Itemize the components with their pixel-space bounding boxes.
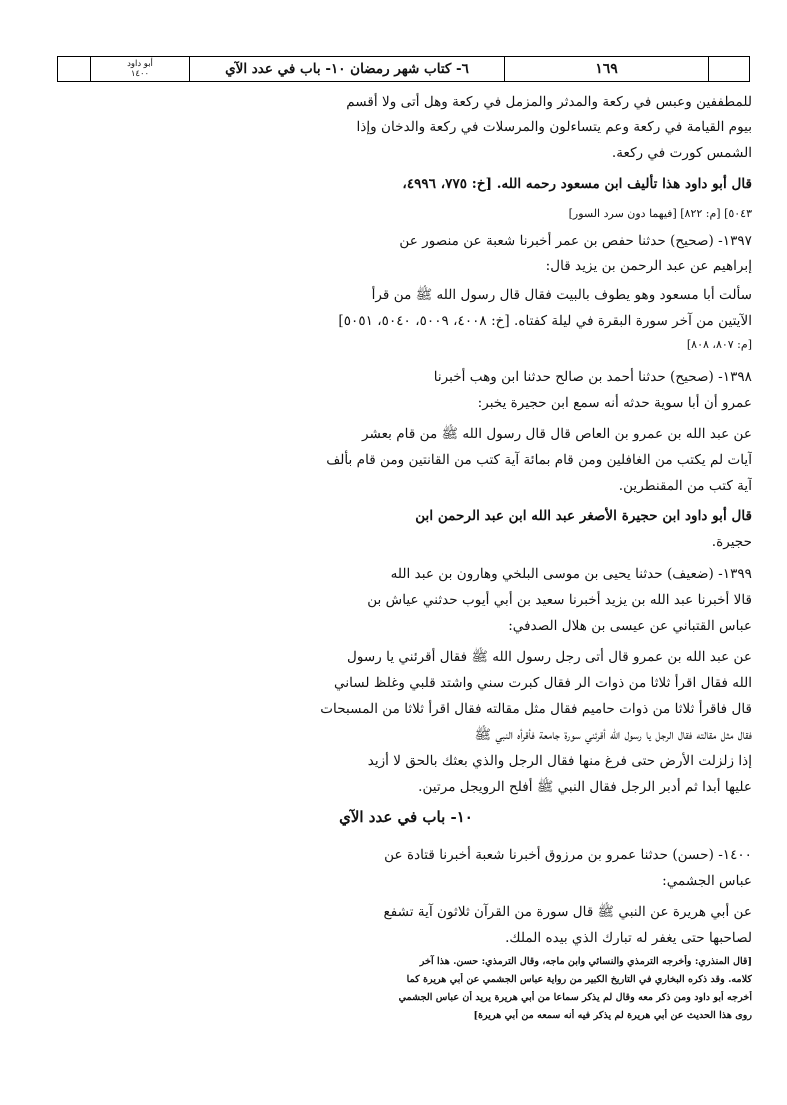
footnote-line: أخرجه أبو داود ومن ذكر معه وقال لم يذكر سماعا من أبي هريرة يريد أن عباس الجشمي	[398, 992, 752, 1003]
text-line: آية كتب من المقنطرين.	[618, 478, 752, 494]
text-line: [م: ٨٠٧، ٨٠٨]	[686, 338, 752, 351]
text-line: إبراهيم عن عبد الرحمن بن يزيد قال:	[545, 258, 752, 274]
header-empty-cell-left	[58, 57, 90, 81]
text-line: سألت أبا مسعود وهو يطوف بالبيت فقال قال رسول الله ﷺ من قرأ	[371, 287, 752, 303]
header-ref-book: أبو داود	[127, 59, 153, 69]
text-line: للمطففين وعبس في ركعة والمدثر والمزمل في ركعة وهل أتى ولا أقسم	[346, 94, 752, 110]
hadith-1398-isnad: ١٣٩٨- (صحيح) حدثنا أحمد بن صالح حدثنا ابن وهب أخبرنا	[433, 369, 752, 385]
text-line: آيات لم يكتب من الغافلين ومن قام بمائة آية كتب من القانتين ومن قام بألف	[326, 452, 752, 468]
header-title: ٦- كتاب شهر رمضان ١٠- باب في عدد الآي	[189, 57, 504, 81]
text-line: الشمس كورت في ركعة.	[611, 145, 752, 161]
header-ref-number: ١٤٠٠	[130, 69, 150, 79]
text-line: عن عبد الله بن عمرو قال أتى رجل رسول الله ﷺ فقال أقرئني يا رسول	[347, 649, 752, 665]
text-line: قال فاقرأ ثلاثا من ذوات حاميم فقال مثل مقالته فقال اقرأ ثلاثا من المسبحات	[320, 701, 752, 717]
text-line: إذا زلزلت الأرض حتى فرغ منها فقال الرجل والذي بعثك بالحق لا أزيد	[367, 753, 752, 769]
text-line: حجيرة.	[711, 534, 752, 550]
hadith-1399-isnad: ١٣٩٩- (ضعيف) حدثنا يحيى بن موسى البلخي وهارون بن عبد الله	[390, 566, 752, 582]
hadith-1397-isnad: ١٣٩٧- (صحيح) حدثنا حفص بن عمر أخبرنا شعبة عن منصور عن	[399, 233, 752, 249]
footnote-line: روى هذا الحديث عن أبي هريرة لم يذكر فيه أنه سمعه من أبي هريرة]	[473, 1010, 752, 1021]
text-line: عن عبد الله بن عمرو بن العاص قال قال رسول الله ﷺ من قام بعشر	[361, 426, 752, 442]
text-line: بيوم القيامة في ركعة وعم يتساءلون والمرسلات في ركعة والدخان وإذا	[356, 119, 752, 135]
footnote-line: كلامه. وقد ذكره البخاري في التاريخ الكبير من رواية عباس الجشمي عن أبي هريرة كما	[406, 974, 752, 985]
text-line: قال أبو داود هذا تأليف ابن مسعود رحمه الله. [خ: ٧٧٥، ٤٩٩٦،	[402, 176, 752, 192]
text-line: قال أبو داود ابن حجيرة الأصغر عبد الله ابن عبد الرحمن ابن	[415, 508, 752, 524]
text-line: فقال مثل مقالته فقال الرجل يا رسول الله أقرئني سورة جامعة فأقرأه النبي ﷺ	[474, 727, 752, 743]
header-empty-cell-right	[708, 57, 751, 81]
text-line: الله فقال اقرأ ثلاثا من ذوات الر فقال كبرت سني واشتد قلبي وغلظ لساني	[334, 675, 752, 691]
text-line: عليها أبدا ثم أدبر الرجل فقال النبي ﷺ أفلح الرويجل مرتين.	[418, 779, 752, 795]
hadith-1400-isnad: ١٤٠٠- (حسن) حدثنا عمرو بن مرزوق أخبرنا شعبة أخبرنا قتادة عن	[384, 847, 752, 863]
header-ref-cell	[90, 57, 189, 81]
page-number: ١٦٩	[504, 57, 708, 81]
text-line: لصاحبها حتى يغفر له تبارك الذي بيده الملك.	[505, 930, 752, 946]
text-line: عن أبي هريرة عن النبي ﷺ قال سورة من القرآن ثلاثون آية تشفع	[383, 904, 752, 920]
text-line: ٥٠٤٣] [م: ٨٢٢] [فيهما دون سرد السور]	[568, 207, 752, 220]
footnote-line: [قال المنذري: وأخرجه الترمذي والنسائي وابن ماجه، وقال الترمذي: حسن. هذا آخر	[419, 956, 752, 967]
page-header	[57, 56, 750, 82]
text-line: الآيتين من آخر سورة البقرة في ليلة كفتاه. [خ: ٤٠٠٨، ٥٠٠٩، ٥٠٤٠، ٥٠٥١]	[338, 313, 752, 329]
bab-heading: ١٠- باب في عدد الآي	[339, 808, 473, 826]
text-line: قالا أخبرنا عبد الله بن يزيد أخبرنا سعيد بن أبي أيوب حدثني عياش بن	[367, 592, 752, 608]
text-line: عباس الجشمي:	[662, 873, 752, 889]
text-line: عباس القتباني عن عيسى بن هلال الصدفي:	[508, 618, 752, 634]
text-line: عمرو أن أبا سوية حدثه أنه سمع ابن حجيرة يخبر:	[477, 395, 752, 411]
